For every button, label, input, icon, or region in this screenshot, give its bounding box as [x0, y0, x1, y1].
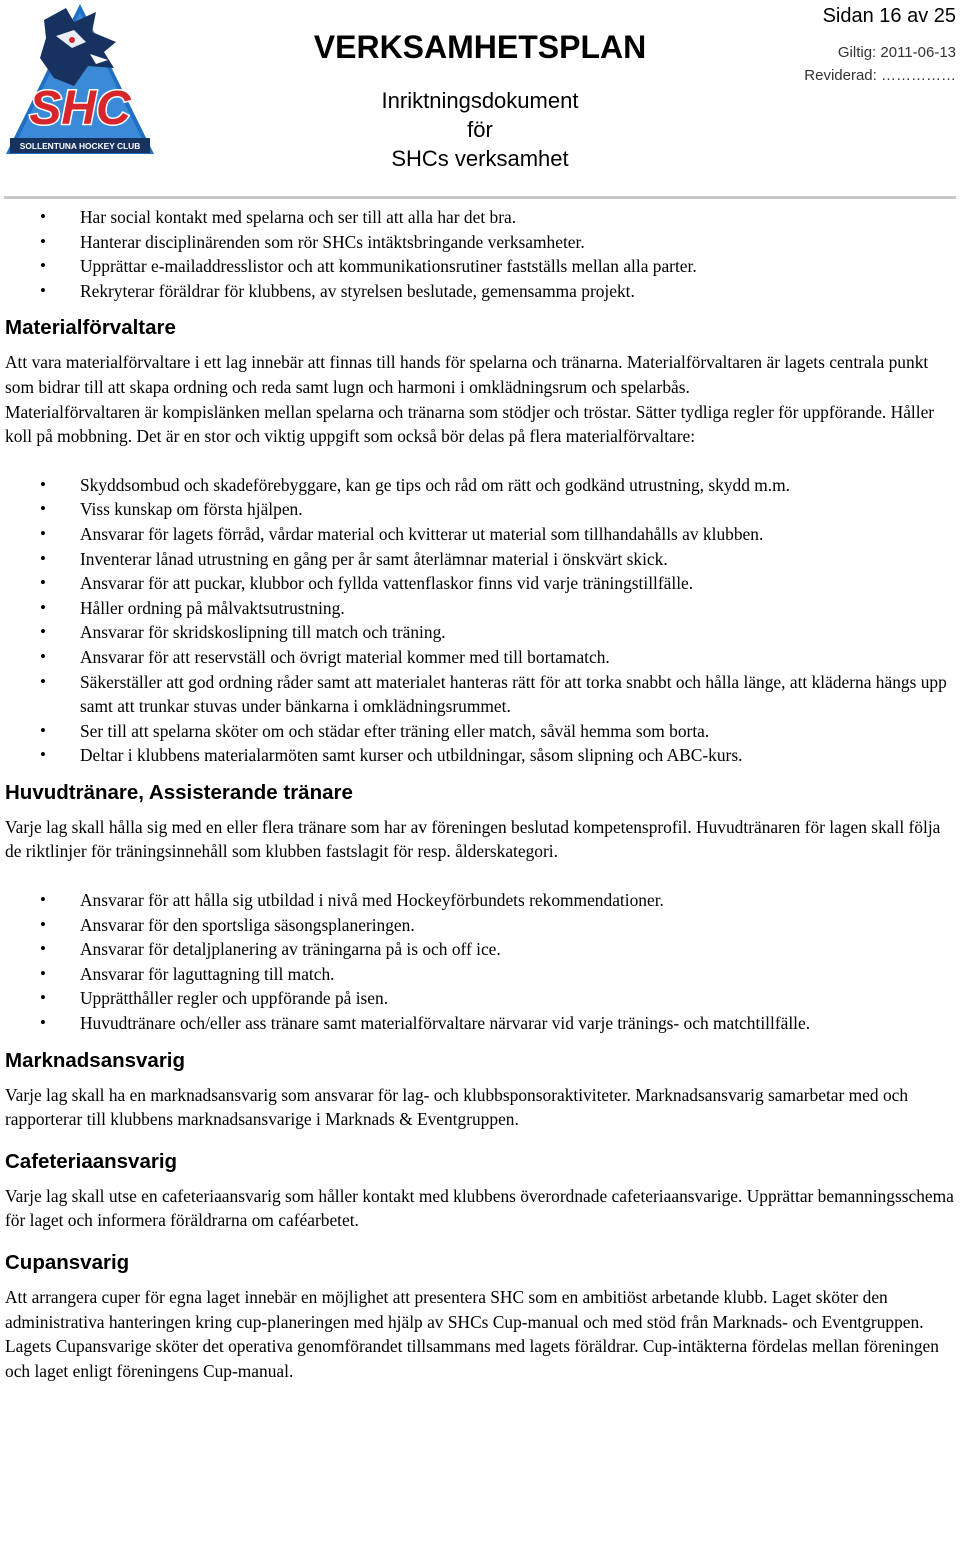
document-subtitle-line-1: Inriktningsdokument [381, 88, 579, 113]
list-item: • Ansvarar för den sportsliga säsongsplaneringen. [5, 913, 955, 938]
list-item: • Huvudtränare och/eller ass tränare samt materialförvaltare närvarar vid varje tränings- och matchtillfälle. [5, 1011, 955, 1036]
list-item: • Upprättar e-mailaddresslistor och att kommunikationsrutiner fastställs mellan alla parter. [5, 254, 955, 279]
material-paragraph-1: Att vara materialförvaltare i ett lag innebär att finnas till hands för spelarna och tränarna. Materialförvaltaren är lagets centrala punkt som bidrar till att skapa ordning och reda samt lugn och harmoni i omklädningsrum och spelarbås. [5, 352, 929, 397]
logo-text: SHC [29, 82, 131, 135]
list-item: • Ansvarar för lagets förråd, vårdar material och kvitterar ut material som tillhandahålls av klubben. [5, 522, 955, 547]
list-item: • Viss kunskap om första hjälpen. [5, 497, 955, 522]
list-item: • Ansvarar för skridskoslipning till match och träning. [5, 620, 955, 645]
logo-caption: SOLLENTUNA HOCKEY CLUB [19, 141, 141, 151]
list-item: • Har social kontakt med spelarna och ser till att alla har det bra. [5, 205, 955, 230]
list-item: • Ansvarar för detaljplanering av träningarna på is och off ice. [5, 937, 955, 962]
list-item: • Upprätthåller regler och uppförande på isen. [5, 986, 955, 1011]
list-item: • Inventerar lånad utrustning en gång per år samt återlämnar material i önskvärt skick. [5, 547, 955, 572]
list-item: • Ser till att spelarna sköter om och städar efter träning eller match, såväl hemma som borta. [5, 719, 955, 744]
heading-marknadsansvarig: Marknadsansvarig [5, 1048, 186, 1072]
list-item: • Hanterar disciplinärenden som rör SHCs intäktsbringande verksamheter. [5, 230, 955, 255]
document-subtitle-line-3: SHCs verksamhet [391, 146, 569, 171]
document-subtitle-line-2: för [467, 117, 493, 142]
marketing-paragraph: Varje lag skall ha en marknadsansvarig som ansvarar för lag- och klubbsponsoraktiviteter. Marknadsansvarig samarbetar med och rapporterar till klubbens marknadsansvarige i Marknads & Eventgruppen. [5, 1084, 909, 1130]
coach-list [5, 888, 955, 1036]
document-title: VERKSAMHETSPLAN [313, 29, 647, 65]
list-item: • Deltar i klubbens materialarmöten samt kurser och utbildningar, såsom slipning och ABC-kurs. [5, 743, 955, 768]
list-item: • Rekryterar föräldrar för klubbens, av styrelsen beslutade, gemensamma projekt. [5, 279, 955, 304]
revised-date: Reviderad: …………… [804, 67, 956, 84]
heading-cafeteriaansvarig: Cafeteriaansvarig [5, 1149, 178, 1173]
header-divider [4, 196, 956, 199]
list-item: • Skyddsombud och skadeförebyggare, kan ge tips och råd om rätt och godkänd utrustning, skydd m.m. [5, 473, 955, 498]
heading-cupansvarig: Cupansvarig [5, 1251, 130, 1274]
valid-date: Giltig: 2011-06-13 [837, 44, 956, 61]
list-item: • Ansvarar för att hålla sig utbildad i nivå med Hockeyförbundets rekommendationer. [5, 888, 955, 913]
list-item: • Ansvarar för att reservställ och övrigt material kommer med till bortamatch. [5, 645, 955, 670]
cafeteria-paragraph: Varje lag skall utse en cafeteriaansvarig som håller kontakt med klubbens överordnade cafeteriaansvarige. Upprättar bemanningsschema för laget och informera föräldrarna om caféarbetet. [5, 1185, 954, 1231]
material-paragraph-2: Materialförvaltaren är kompislänken mellan spelarna och tränarna som stödjer och tröstar. Sätter tydliga regler för uppförande. Håller koll på mobbning. Det är en stor och viktig uppgift som också bör delas på flera materialförvaltare: [5, 401, 935, 447]
material-list [5, 473, 955, 768]
list-item: • Ansvarar för laguttagning till match. [5, 962, 955, 987]
document-body [5, 205, 955, 1383]
heading-materialforvaltare: Materialförvaltare [5, 316, 176, 340]
coach-paragraph: Varje lag skall hålla sig med en eller flera tränare som har av föreningen beslutad kompetensprofil. Huvudtränaren för lagen skall följa de riktlinjer för träningsinnehåll som klubben fastslagit för resp. ålderskategori. [5, 816, 941, 862]
shc-logo [4, 2, 156, 156]
intro-list [5, 205, 955, 303]
list-item: • Säkerställer att god ordning råder samt att materialet hanteras rätt för att torka snabbt och hålla länge, att kläderna hängs upp samt att trunkar stuvas under bänkarna i omklädningsrummet. [5, 670, 955, 719]
page-number: Sidan 16 av 25 [822, 5, 956, 27]
list-item: • Ansvarar för att puckar, klubbor och fyllda vattenflaskor finns vid varje träningstillfälle. [5, 571, 955, 596]
heading-huvudtranare: Huvudtränare, Assisterande tränare [5, 780, 353, 804]
cup-paragraph: Att arrangera cuper för egna laget innebär en möjlighet att presentera SHC som en ambitiöst arbetande klubb. Laget sköter den administrativa hanteringen kring cup-planeringen med hjälp av SHCs Cup-manual och med stöd från Marknads- och Eventgruppen. Lagets Cupansvarige sköter det operativa genomförandet tillsammans med lagets föräldrar. Cup-intäkterna fördelas mellan föreningen och laget enligt föreningens Cup-manual. [5, 1287, 939, 1381]
list-item: • Håller ordning på målvaktsutrustning. [5, 596, 955, 621]
